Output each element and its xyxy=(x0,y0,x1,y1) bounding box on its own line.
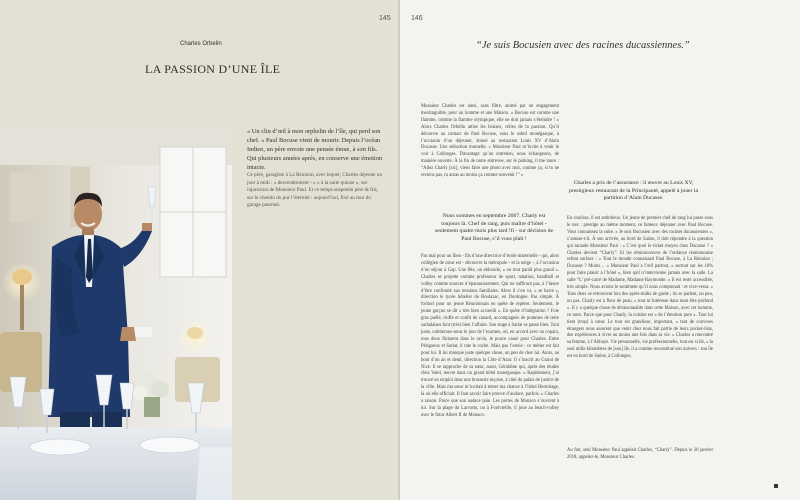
page-number-right: 146 xyxy=(411,15,423,22)
pull-quote-headline: “Je suis Bocusien avec des racines ducassiennes.” xyxy=(476,40,690,51)
article-title: LA PASSION D’UNE ÎLE xyxy=(145,62,281,76)
lede-paragraph: « Un clin d’œil à mon orphelin de l’île, qui perd son chef. » Paul Bocuse vient de mourir. Depuis l’océan Indien, un père envoie une pensée émue, à son fils. Qui plusieurs années après, en conserve une émotion intacte. xyxy=(247,128,383,171)
pull-quote-2: Charles a pris de l’assurance : il œuvre au Louis XV, prestigieux restaurant de la Principauté, appelé à jouer la partition d’Alain Ducasse. xyxy=(568,180,699,202)
right-page xyxy=(400,0,800,500)
body-column-2: En coulisse, il est ambitieux. Un jeune de premier chef de rang lui passe sous le nez : prestige au même moment, ce fameux déjeuner avec Paul Bocuse. Vous connaissez la suite. « Je suis Bocusien avec des racines ducassiennes », s’amuse-t-il. À son arrivée, au bord de Saône, il doit répondre à la question qui taraude Monsieur Paul : « C’est quoi le ticket moyen chez Ducasse ? » Charles devient “Charly”. Et les réminiscences de l’enfance réunionnaise refont surface : « Tout le monde connaissait Paul Bocuse, à La Réunion ; Ducasse ? Moins… » Monsieur Paul a l’œil partout, « surtout sur les 10% pour faire plaisir à l’hôtel », bien quil n’intervienne jamais avec la salle. La salle “L’ pré-carré de Madame, Madame Raymonde. » Il est resté accessible, très simple. Nous avions le sentiment qu’il nous comprenait : et vice-versa. » Tous deux se retrouvent lors des après-midis de garde ; ils se parlent, un peu, ou pas. Charly est à fleur de peau, « tout m’intéresse dans mon être profond ». Il y a quelque chose de déraisonnable dans cette Maison, avec cet homme, ce nom. Parce que pour Charly, la cuisine est « de l’émotion pure ». Tout lui tient (trop) à cœur. Le tout est grandiose, important, « tant de convives étrangers nous assurent que venir chez nous fait partie de leurs pocket-lists, des expériences à vivre au moins une fois dans sa vie. » Charles a rencontré sa femme, à l’Abbaye. Vie personnelle, vie professionnelle, tout est si lié, « la seul mille kilomètres de [son] île, il a comme reconstitué son univers : son île est en bord de Saône, à Collonges. xyxy=(567,216,713,360)
intro-paragraph: Ce père, garagiste à La Réunion, avec lequel, Charles déjeune un jour à midi : « descendrement - » « à la suite quinze », sur injonction de Monsieur Paul. Et ce temps suspendu père & fils, sur le chemin du pur l’éternité : aujourd’hui, fixé au mur du garage paternel. xyxy=(247,172,382,209)
page-number-left: 145 xyxy=(379,15,391,22)
body-column-1-top: Monsieur Charles est ainsi, sans filtre, animé par un engagement inextinguible, pour un homme et une Maison. « Bocuse est comme une flamme, comme la flamme olympique, elle ne doit jamais s’éteindre ! » Alors Charles Orbelin attise les braises, celles de la passion. Qu’il découvre au contact de Paul Bocuse, sous le soleil monégasque, à l’occasion d’un déjeuner, donné au restaurant Louis XV d’Alain Ducasse. Une séduction mutuelle. « Monsieur Paul m’invite à venir le voir à Collonges. Davantage qu’un entretien, nous échangeons, de manière ouverte. À la fin de notre entrevue, sur le parking, il me lance : “Allez Charly [sic], viens faire une photo avec moi, comme ça, si tu ne reviens pas, tu auras au moins ça comme souvenir !” » xyxy=(421,104,559,179)
pull-quote-1: Nous sommes en septembre 2007. Charly est toujours là. Chef de rang, puis maître d’hôtel - seulement quatre mois plus tard !fi - sur décision de Paul Bocuse, s’il vous plaît ! xyxy=(435,213,553,242)
body-column-2-closing: Au fait, seul Monsieur Paul appelait Charles, “Charly”. Depuis le 20 janvier 2018, appelez-le, Monsieur Charles. xyxy=(567,448,713,460)
author-byline: Charles Orbelin xyxy=(180,41,222,47)
body-column-1-bottom: Pas mal pour un îlien - fils d’une directrice d’école maternelle - qui, alors collégien de cœur est - découvre la métropole - et la neige -, à l’occasion d’un séjour à Gap. Une fête, un eldorado, « ou tout paraît plus grand ». Charles se projette comme professeur de sport, natation, handball et volley comme sources d’épanouissement. Qui ne suffiront pas, à l’heure d’être confronté aux tensions familiales. Alors il s’en va, « se barre », direction le lycée hôtelier de Boulazac, en Dordogne. Pas simple. À fortiori pour un jeune Réunionnais en quête de repères. Seulement, le jeune garçon se dit « très bien accueilli ». En quête d’intégration ? Foie gras poêlé, truffe et confit de canard, accompagnés de pommes de terre sarladaises font (très) bien l’affaire. Son stage à Sarlat se passe bien. Tout juste, oublierons-nous le jour de l’examen, où, en accord avec un copain, tous deux finissent dans le ravin, le pouce cassé pour Charles. Entre Périgueux et Sarlat, il rate le coche. Mais pas l’envie : ce métier est fait pour lui. Il lui manque juste quelque chose, un peu de cher lui. Alors, au bout d’un an et demi, direction la Côte d’Azur. Il s’inscrit au Grand de Nice. Il se rapproche de sa sœur, aussi, Géraldine qui, après des études chez Vatel, œuvre dans un grand hôtel monégasque. « Rapidement, j’ai trouvé un emploi dans une brasserie niçoise, à côté du palais de justice de la ville. Mais ma sœur m’incitait à tenter ma chance à l’hôtel Hermitage, là où elle officiait. Il faut savoir faire preuve d’audace, parfois. » Charles a raison. Parce que son audace paie. Les portes de Monaco s’ouvrent à lui. Sur la plage du Larvotto, ou à Fontvieille, il joue au beach-volley avec le futur Albert II de Monaco. xyxy=(421,254,559,418)
end-of-article-mark xyxy=(774,484,778,488)
photo-maitre-d-toasting xyxy=(0,127,232,500)
